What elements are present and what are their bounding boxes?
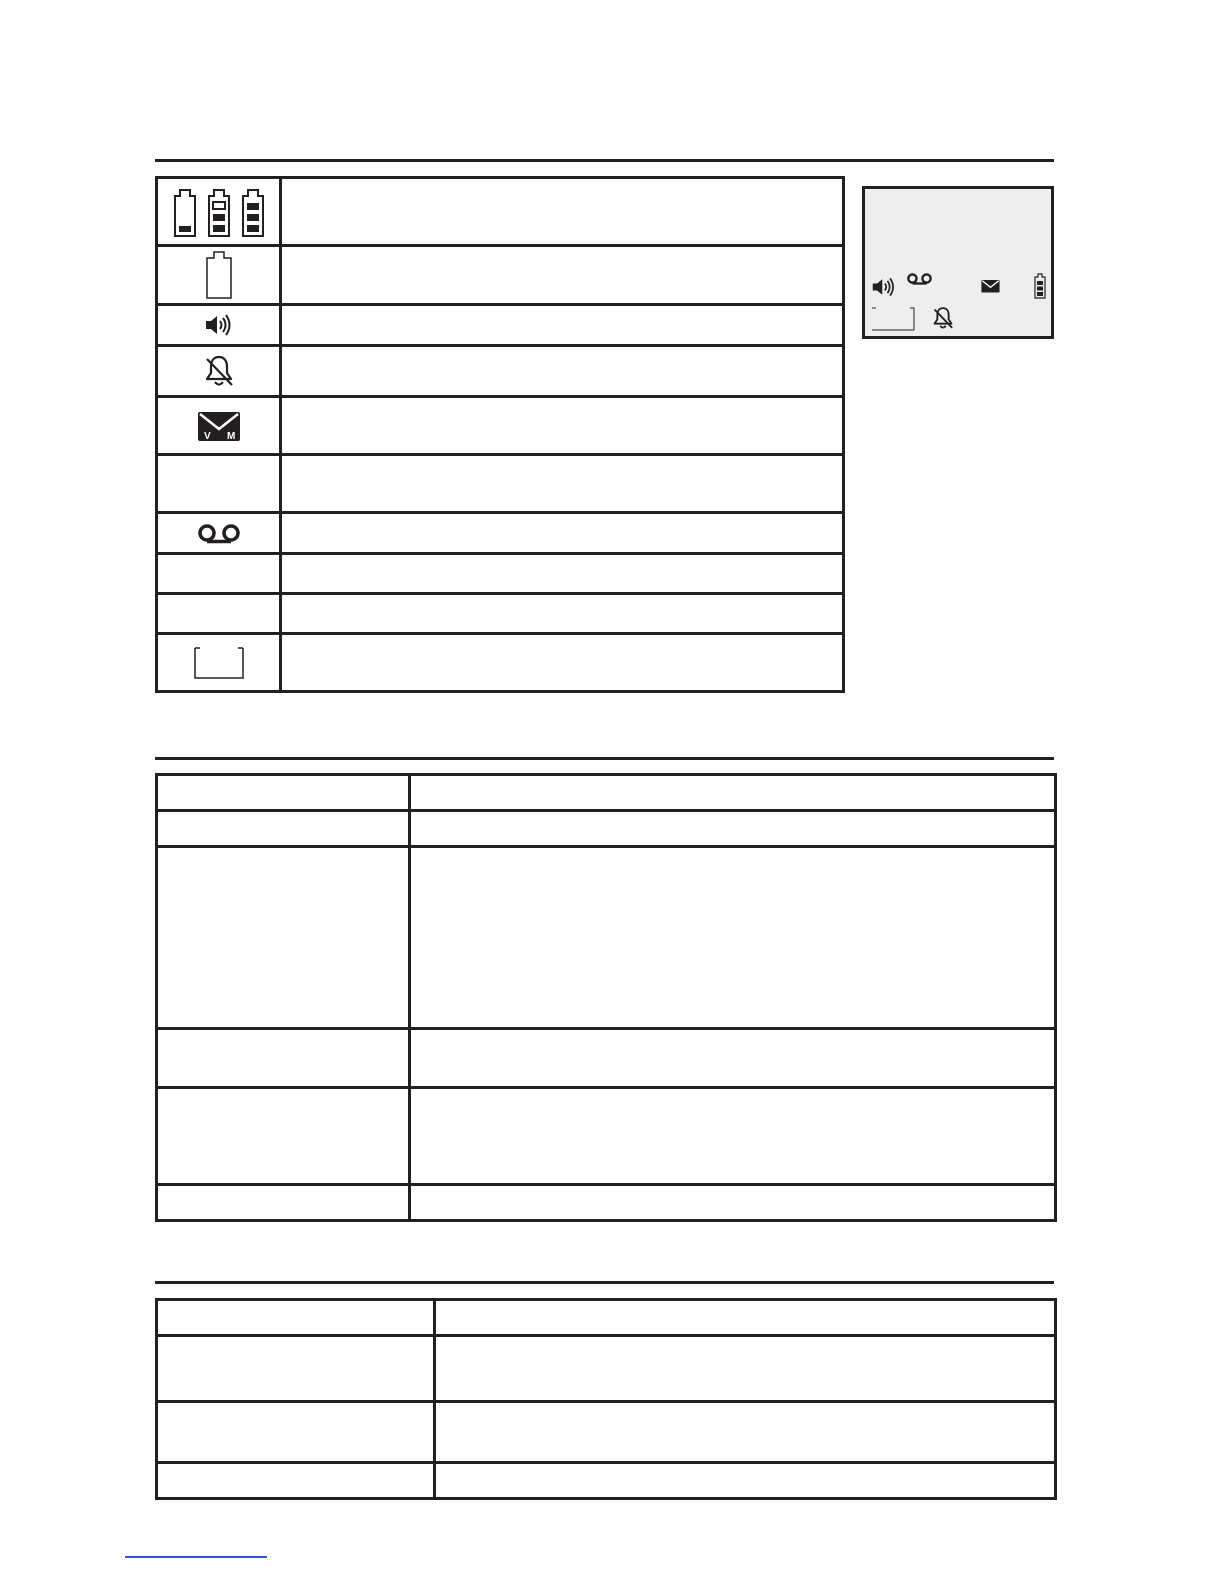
table-row [157, 346, 844, 397]
table-row [157, 1402, 1056, 1463]
speakerphone-icon [204, 314, 234, 336]
table-cell [410, 811, 1056, 847]
voicemail-letter-v: V [203, 430, 211, 442]
section-rule-2 [155, 757, 1054, 760]
description-cell [281, 513, 844, 554]
screen-icons-table [155, 176, 845, 693]
table-cell [435, 1463, 1056, 1499]
table-row [157, 811, 1056, 847]
battery-icon [1033, 273, 1047, 299]
table-cell [410, 1029, 1056, 1088]
battery-empty-icon [204, 250, 234, 300]
table-cell [157, 1185, 410, 1221]
ringer-off-icon [202, 354, 236, 388]
table-row [157, 246, 844, 305]
tape-icon [906, 272, 933, 285]
table-row [157, 775, 1056, 811]
empty-box-icon [191, 646, 247, 680]
table-cell [157, 1336, 435, 1402]
description-cell [281, 397, 844, 455]
table-row [157, 1029, 1056, 1088]
battery-charging-icon [171, 186, 267, 238]
description-cell [281, 305, 844, 346]
table-row [157, 1185, 1056, 1221]
description-cell [281, 346, 844, 397]
icon-cell [157, 305, 281, 346]
description-cell [281, 594, 844, 634]
table-cell [435, 1402, 1056, 1463]
table-cell [157, 775, 410, 811]
table-row [157, 397, 844, 455]
tape-icon [196, 522, 242, 544]
icon-cell [157, 455, 281, 513]
table-row [157, 455, 844, 513]
table-cell [157, 1029, 410, 1088]
table-cell [157, 1300, 435, 1336]
table-cell [157, 1463, 435, 1499]
table-2 [155, 773, 1057, 1222]
section-rule-icons [155, 159, 1054, 162]
table-cell [157, 847, 410, 1029]
icon-cell [157, 634, 281, 692]
voicemail-letter-m: M [226, 430, 235, 442]
icon-cell [157, 346, 281, 397]
icon-cell [157, 594, 281, 634]
table-cell [410, 1088, 1056, 1185]
description-cell [281, 455, 844, 513]
table-cell [157, 1402, 435, 1463]
table-cell [435, 1336, 1056, 1402]
voicemail-envelope-icon [197, 410, 241, 442]
table-row [157, 554, 844, 594]
table-row [157, 634, 844, 692]
table-row [157, 1088, 1056, 1185]
table-cell [157, 1088, 410, 1185]
table-cell [410, 847, 1056, 1029]
table-row [157, 1300, 1056, 1336]
table-cell [435, 1300, 1056, 1336]
section-rule-3 [155, 1281, 1054, 1284]
table-cell [410, 1185, 1056, 1221]
description-cell [281, 554, 844, 594]
icon-cell [157, 397, 281, 455]
icon-cell [157, 178, 281, 246]
table-row [157, 1336, 1056, 1402]
table-row [157, 1463, 1056, 1499]
speakerphone-icon [871, 277, 897, 297]
voicemail-envelope-icon [981, 279, 1000, 293]
icon-cell [157, 513, 281, 554]
description-cell [281, 178, 844, 246]
table-cell [157, 811, 410, 847]
empty-box-icon [870, 306, 916, 331]
table-3 [155, 1298, 1057, 1500]
table-row [157, 178, 844, 246]
table-row [157, 847, 1056, 1029]
table-row [157, 513, 844, 554]
ringer-off-icon [931, 306, 955, 330]
description-cell [281, 246, 844, 305]
table-row [157, 305, 844, 346]
footer-link-underline[interactable] [125, 1556, 267, 1558]
table-cell [410, 775, 1056, 811]
lcd-display [862, 186, 1054, 339]
description-cell [281, 634, 844, 692]
icon-cell [157, 554, 281, 594]
icon-cell [157, 246, 281, 305]
table-row [157, 594, 844, 634]
